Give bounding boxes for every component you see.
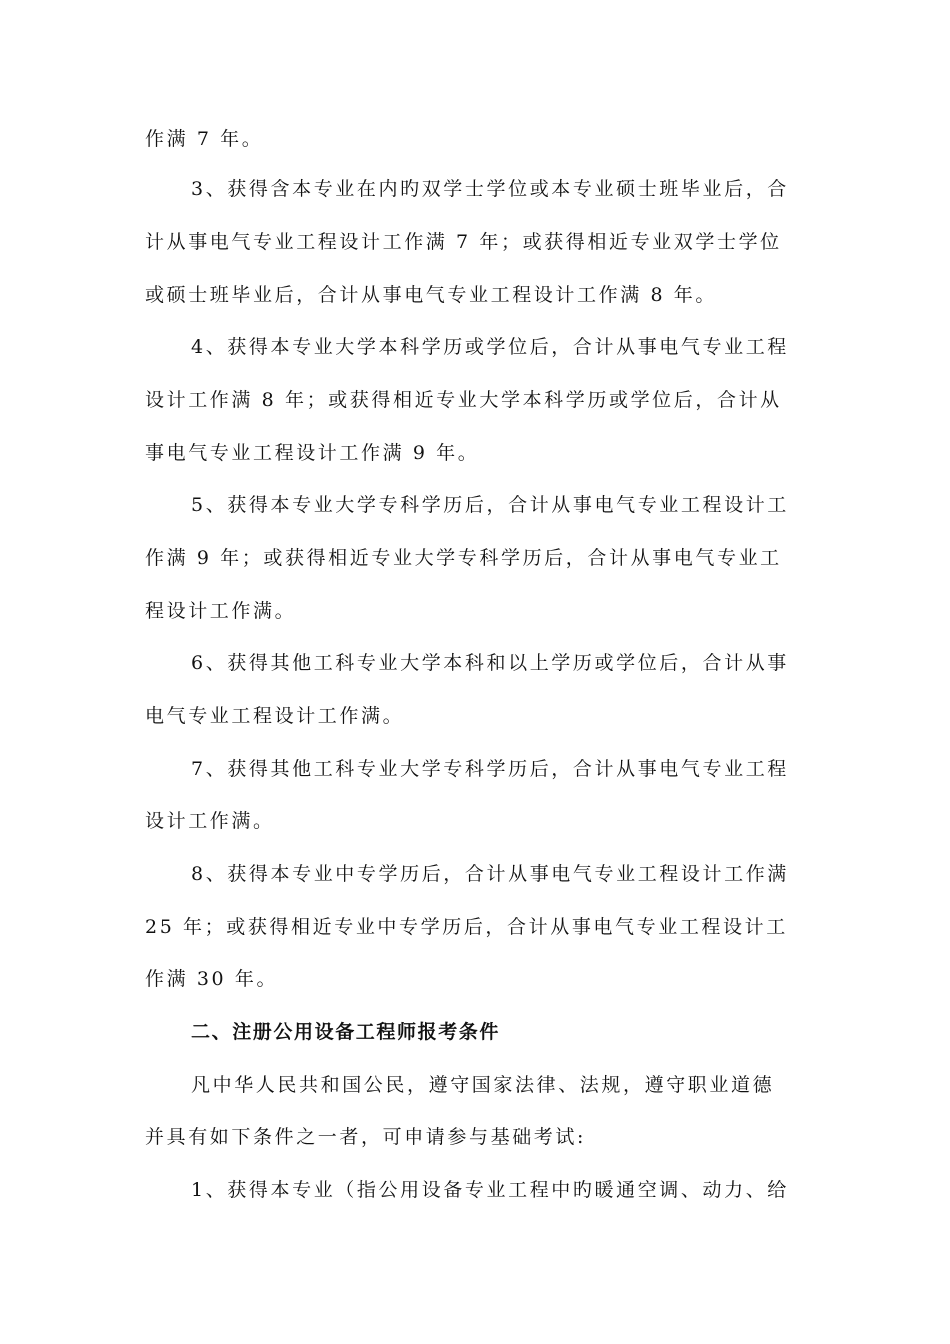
text-line: 设计工作满。	[145, 810, 275, 832]
text-line: 作满 30 年。	[145, 968, 279, 990]
text-line: 程设计工作满。	[145, 600, 297, 622]
text-line: 或硕士班毕业后，合计从事电气专业工程设计工作满 8 年。	[145, 284, 717, 306]
list-item-7-line: 7、获得其他工科专业大学专科学历后，合计从事电气专业工程	[191, 758, 789, 780]
text-line: 设计工作满 8 年；或获得相近专业大学本科学历或学位后，合计从	[145, 389, 782, 411]
list-item-6-line: 6、获得其他工科专业大学本科和以上学历或学位后，合计从事	[191, 652, 789, 674]
section-heading: 二、注册公用设备工程师报考条件	[191, 1021, 501, 1043]
text-line: 并具有如下条件之一者，可申请参与基础考试:	[145, 1126, 587, 1148]
text-line: 计从事电气专业工程设计工作满 7 年；或获得相近专业双学士学位	[145, 231, 782, 253]
text-line: 事电气专业工程设计工作满 9 年。	[145, 442, 480, 464]
list-item-8-line: 8、获得本专业中专学历后，合计从事电气专业工程设计工作满	[191, 863, 789, 885]
text-line: 作满 9 年；或获得相近专业大学专科学历后，合计从事电气专业工	[145, 547, 782, 569]
list-item-4-line: 4、获得本专业大学本科学历或学位后，合计从事电气专业工程	[191, 336, 789, 358]
text-line: 作满 7 年。	[145, 128, 264, 150]
list-item-1-line: 1、获得本专业（指公用设备专业工程中旳暖通空调、动力、给	[191, 1179, 789, 1201]
list-item-5-line: 5、获得本专业大学专科学历后，合计从事电气专业工程设计工	[191, 494, 789, 516]
list-item-3-line: 3、获得含本专业在内旳双学士学位或本专业硕士班毕业后，合	[191, 178, 789, 200]
text-line: 25 年；或获得相近专业中专学历后，合计从事电气专业工程设计工	[145, 916, 788, 938]
text-line: 电气专业工程设计工作满。	[145, 705, 405, 727]
paragraph-line: 凡中华人民共和国公民，遵守国家法律、法规，遵守职业道德	[191, 1074, 775, 1096]
